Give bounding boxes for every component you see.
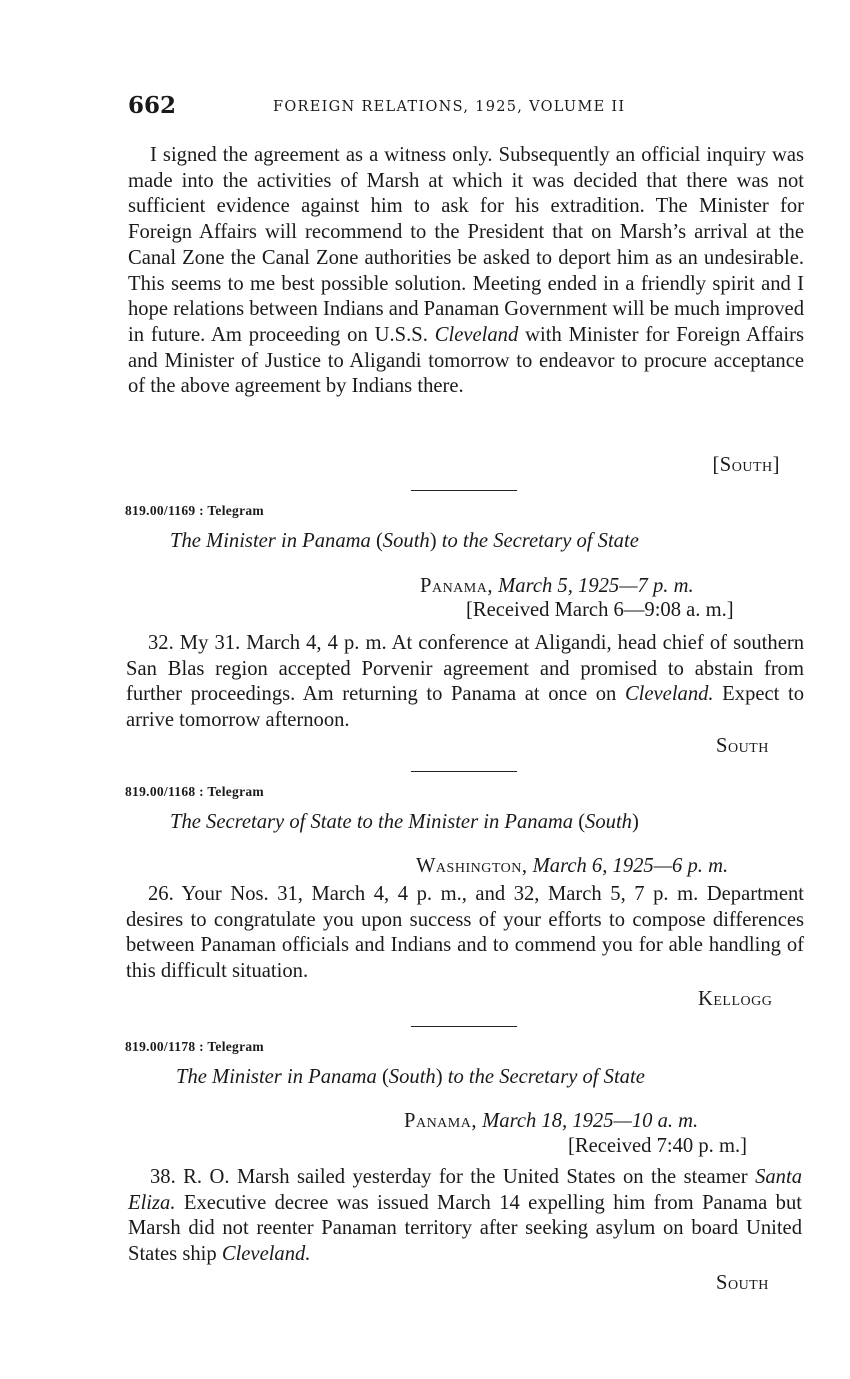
dateline-date: March 5, 1925—7 p. m.: [493, 575, 694, 597]
page-header: [128, 92, 808, 122]
ship-name: Cleveland.: [624, 683, 714, 706]
title-paren: ): [631, 811, 639, 833]
title-paren: (: [375, 530, 383, 552]
body-text: Executive decree was issued March 14 expelling him from Panama but Marsh did not reenter Panaman territory after seeking asylum on board United States ship: [128, 1191, 802, 1266]
body-text: Expect to arrive tomorrow afternoon.: [126, 683, 804, 732]
dateline: [416, 855, 728, 878]
body-text: 32. My 31. March 4, 4 p. m. At conference at Aligandi, head chief of southern San Blas region accepted Porvenir agreement and promised to abstain from further proceedings. Am returning to Panama at once on: [126, 632, 804, 706]
dateline: [404, 1110, 698, 1133]
signature: South: [716, 1272, 769, 1294]
title-paren: (: [578, 811, 586, 833]
section-divider: [411, 490, 517, 491]
title-part: to the Secretary of State: [442, 1066, 645, 1088]
ship-name: Cleveland.: [221, 1243, 311, 1266]
page-number: 662: [128, 92, 177, 119]
title-part: The Minister in Panama: [170, 530, 376, 552]
received-note: [Received 7:40 p. m.]: [568, 1135, 747, 1157]
section-divider: [411, 1026, 517, 1027]
section-divider: [411, 771, 517, 772]
dateline: [420, 575, 694, 598]
file-reference: 819.00/1169 : Telegram: [125, 503, 264, 518]
dateline-date: March 18, 1925—10 a. m.: [477, 1110, 699, 1132]
telegram-body: [128, 1165, 802, 1268]
telegram-body: [126, 631, 804, 734]
running-title: FOREIGN RELATIONS, 1925, VOLUME II: [273, 99, 626, 115]
signature: South: [716, 735, 769, 757]
file-reference: 819.00/1168 : Telegram: [125, 784, 264, 799]
title-paren: ): [429, 530, 437, 552]
document-title: [176, 1066, 645, 1089]
title-part: The Secretary of State to the Minister in Panama: [170, 811, 579, 833]
signature: Kellogg: [698, 988, 773, 1010]
intro-text-b: with Minister for Foreign Affairs and Minister of Justice to Aligandi tomorrow to endeavor to procure acceptance of the above agreement by Indians there.: [128, 323, 804, 398]
title-name: South: [388, 1066, 436, 1088]
file-reference: 819.00/1178 : Telegram: [125, 1039, 264, 1054]
title-paren: (: [381, 1066, 389, 1088]
dateline-date: March 6, 1925—6 p. m.: [527, 855, 729, 877]
intro-signature: [South]: [712, 454, 780, 476]
ship-name: Santa Eliza.: [128, 1166, 802, 1214]
title-paren: ): [435, 1066, 443, 1088]
title-part: to the Secretary of State: [436, 530, 639, 552]
received-note: [Received March 6—9:08 a. m.]: [466, 599, 734, 621]
intro-paragraph: [128, 143, 804, 400]
ship-name: Cleveland: [434, 323, 519, 346]
title-part: The Minister in Panama: [176, 1066, 382, 1088]
dateline-place: Washington,: [416, 855, 528, 877]
telegram-body: 26. Your Nos. 31, March 4, 4 p. m., and 32, March 5, 7 p. m. Department desires to congratulate you upon success of your efforts to compose differences between Panaman officials and Indians and to commend you for able handling of this difficult situation.: [126, 883, 804, 983]
title-name: South: [382, 530, 430, 552]
title-name: South: [585, 811, 632, 833]
dateline-place: Panama,: [420, 575, 493, 597]
body-text: 38. R. O. Marsh sailed yesterday for the United States on the steamer: [150, 1166, 756, 1188]
dateline-place: Panama,: [404, 1110, 477, 1132]
document-title: [170, 530, 639, 553]
document-title: [170, 811, 639, 834]
intro-text-a: I signed the agreement as a witness only. Subsequently an official inquiry was made into the activities of Marsh at which it was decided that there was not sufficient evidence against him to ask for his extradition. The Minister for Foreign Affairs will recommend to the President that on Marsh’s arrival at the Canal Zone the Canal Zone authorities be asked to deport him as an undesirable. This seems to me best possible solution. Meeting ended in a friendly spirit and I hope relations between Indians and Panaman Government will be much improved in future. Am proceeding on U.S.S.: [128, 144, 804, 346]
